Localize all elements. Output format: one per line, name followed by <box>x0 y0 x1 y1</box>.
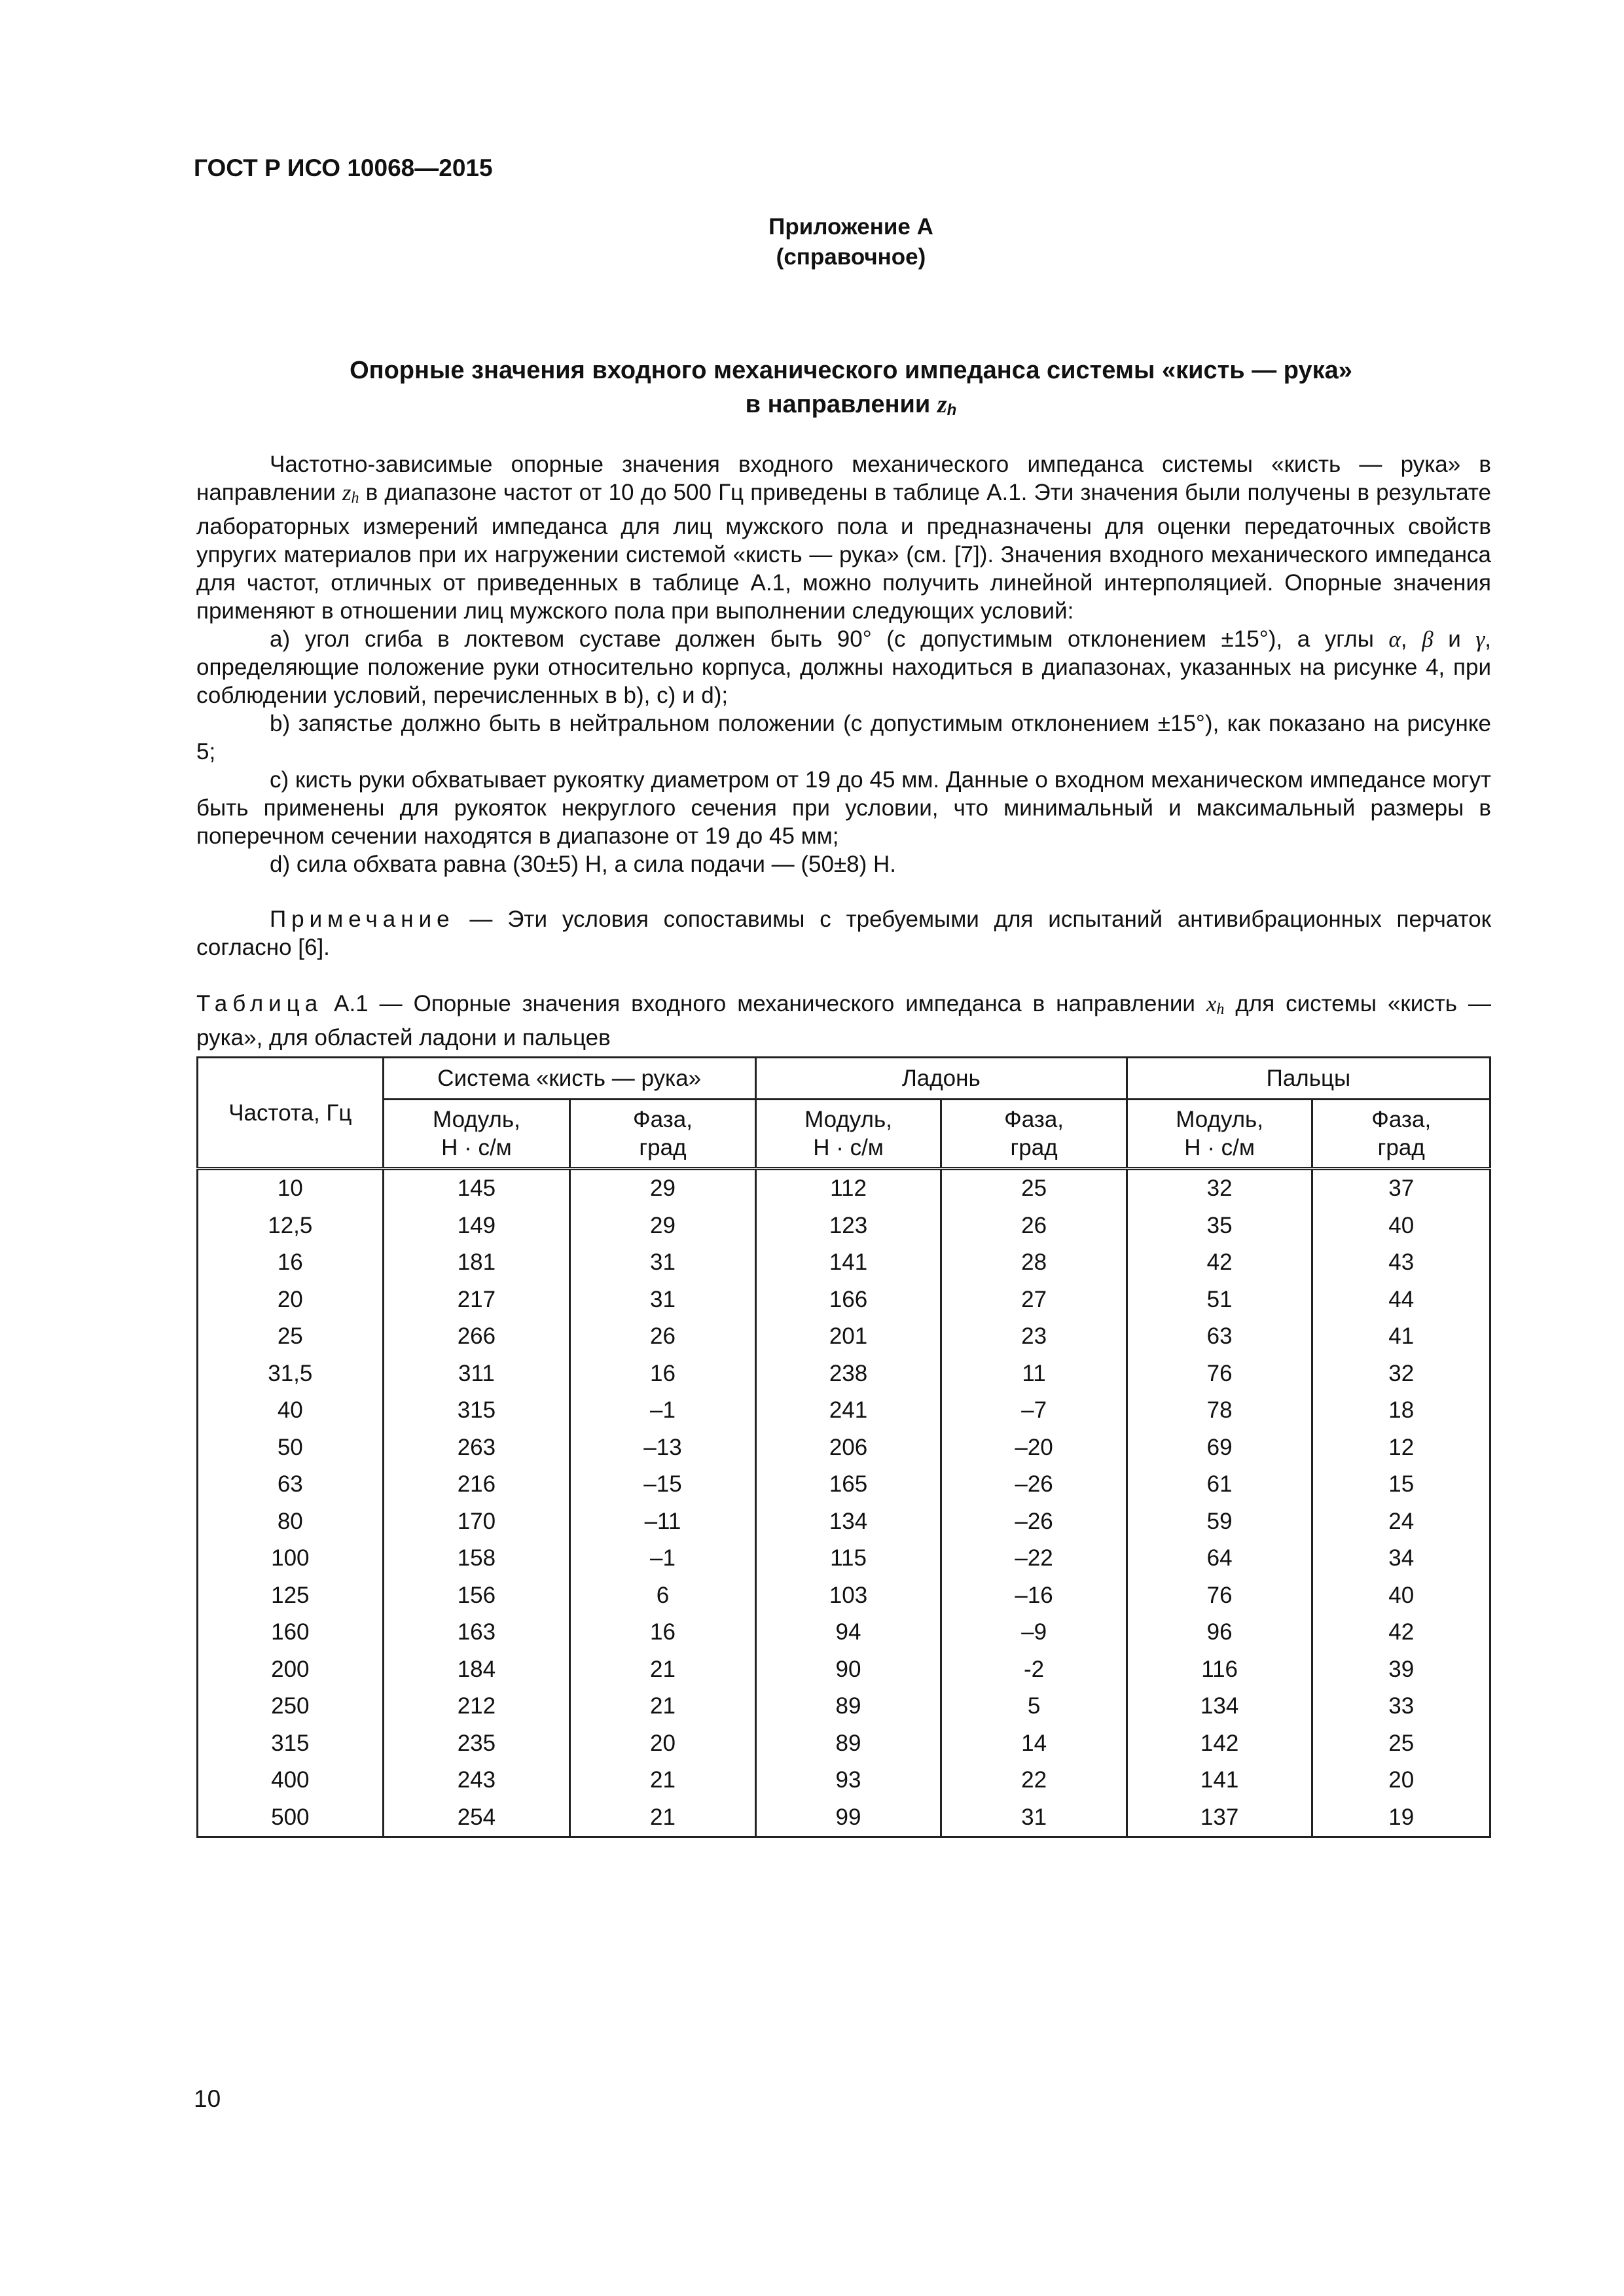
table-row <box>198 1429 1490 1467</box>
table-caption <box>196 990 1491 1052</box>
value-cell: 40 <box>1312 1208 1490 1245</box>
value-cell: 64 <box>1127 1540 1312 1577</box>
value-cell: 89 <box>755 1688 941 1725</box>
value-cell: 63 <box>1127 1318 1312 1355</box>
value-cell: 315 <box>383 1392 570 1429</box>
frequency-cell: 400 <box>198 1762 384 1799</box>
value-cell: 32 <box>1127 1169 1312 1208</box>
value-cell: 112 <box>755 1169 941 1208</box>
value-cell: 15 <box>1312 1466 1490 1503</box>
value-cell: 142 <box>1127 1725 1312 1763</box>
value-cell: –7 <box>941 1392 1127 1429</box>
frequency-cell: 100 <box>198 1540 384 1577</box>
value-cell: 31 <box>941 1799 1127 1837</box>
value-cell: 20 <box>1312 1762 1490 1799</box>
condition-a-and: и <box>1433 626 1476 652</box>
value-cell: 184 <box>383 1651 570 1689</box>
value-cell: 156 <box>383 1577 570 1615</box>
frequency-cell: 200 <box>198 1651 384 1689</box>
intro-symbol: z <box>342 480 352 505</box>
value-cell: 39 <box>1312 1651 1490 1689</box>
appendix-heading <box>196 212 1506 272</box>
value-cell: 212 <box>383 1688 570 1725</box>
value-cell: 238 <box>755 1355 941 1393</box>
value-cell: 18 <box>1312 1392 1490 1429</box>
condition-a <box>196 625 1491 709</box>
value-cell: 243 <box>383 1762 570 1799</box>
value-cell: 141 <box>1127 1762 1312 1799</box>
title-line-2-text: в направлении <box>745 391 937 418</box>
phase-header: Фаза, град <box>1312 1100 1490 1169</box>
frequency-cell: 250 <box>198 1688 384 1725</box>
table-row <box>198 1392 1490 1429</box>
value-cell: 12 <box>1312 1429 1490 1467</box>
value-cell: 31 <box>570 1282 756 1319</box>
frequency-cell: 25 <box>198 1318 384 1355</box>
frequency-cell: 40 <box>198 1392 384 1429</box>
beta-symbol: β <box>1422 626 1434 652</box>
value-cell: 137 <box>1127 1799 1312 1837</box>
modulus-header: Модуль, Н · с/м <box>383 1100 570 1169</box>
note-label: Примечание <box>270 906 455 932</box>
table-row <box>198 1540 1490 1577</box>
table-row <box>198 1614 1490 1651</box>
value-cell: -2 <box>941 1651 1127 1689</box>
table-caption-symbol: x <box>1206 991 1217 1016</box>
condition-c: c) кисть руки обхватывает рукоятку диаметром от 19 до 45 мм. Данные о входном механическом импедансе могут быть применены для рукояток некруглого сечения при условии, что минимальный и максимальный размеры в поперечном сечении находятся в диапазоне от 19 до 45 мм; <box>196 767 1491 849</box>
value-cell: 165 <box>755 1466 941 1503</box>
value-cell: 93 <box>755 1762 941 1799</box>
value-cell: 43 <box>1312 1244 1490 1282</box>
frequency-cell: 63 <box>198 1466 384 1503</box>
value-cell: 24 <box>1312 1503 1490 1541</box>
value-cell: 170 <box>383 1503 570 1541</box>
value-cell: 14 <box>941 1725 1127 1763</box>
group-header-palm: Ладонь <box>755 1058 1127 1100</box>
frequency-cell: 16 <box>198 1244 384 1282</box>
value-cell: 21 <box>570 1799 756 1837</box>
value-cell: 21 <box>570 1688 756 1725</box>
value-cell: 206 <box>755 1429 941 1467</box>
table-caption-label: Таблица <box>196 991 323 1016</box>
table-row <box>198 1688 1490 1725</box>
condition-b: b) запястье должно быть в нейтральном положении (с допустимым отклонением ±15°), как показано на рисунке 5; <box>196 711 1491 764</box>
value-cell: –26 <box>941 1466 1127 1503</box>
value-cell: 27 <box>941 1282 1127 1319</box>
value-cell: 166 <box>755 1282 941 1319</box>
value-cell: 103 <box>755 1577 941 1615</box>
value-cell: 29 <box>570 1208 756 1245</box>
value-cell: 158 <box>383 1540 570 1577</box>
value-cell: 25 <box>941 1169 1127 1208</box>
table-caption-text-b: для системы «кисть — рука», для областей ладони и пальцев <box>196 991 1491 1050</box>
title-line-1: Опорные значения входного механического импеданса системы «кисть — рука» <box>350 357 1352 384</box>
value-cell: 33 <box>1312 1688 1490 1725</box>
value-cell: –20 <box>941 1429 1127 1467</box>
body-text <box>196 450 1491 878</box>
frequency-cell: 12,5 <box>198 1208 384 1245</box>
value-cell: 216 <box>383 1466 570 1503</box>
value-cell: 115 <box>755 1540 941 1577</box>
value-cell: 29 <box>570 1169 756 1208</box>
value-cell: 44 <box>1312 1282 1490 1319</box>
value-cell: 28 <box>941 1244 1127 1282</box>
value-cell: 35 <box>1127 1208 1312 1245</box>
value-cell: 40 <box>1312 1577 1490 1615</box>
table-row <box>198 1725 1490 1763</box>
intro-text-b: в диапазоне частот от 10 до 500 Гц приведены в таблице А.1. Эти значения были получены в результате лабораторных измерений импеданса для лиц мужского пола и предназначены для оценки передаточных свойств упругих материалов при их нагружении системой «кисть — рука» (см. [7]). Значения входного механического импеданса для частот, отличных от приведенных в таблице А.1, можно получить линейной интерполяцией. Опорные значения применяют в отношении лиц мужского пола при выполнении следующих условий: <box>196 480 1491 624</box>
frequency-cell: 80 <box>198 1503 384 1541</box>
group-header-fingers: Пальцы <box>1127 1058 1490 1100</box>
note-text: — Эти условия сопоставимы с требуемыми для испытаний антивибрационных перчаток согласно [6]. <box>196 906 1491 960</box>
value-cell: –15 <box>570 1466 756 1503</box>
value-cell: 26 <box>941 1208 1127 1245</box>
table-row <box>198 1355 1490 1393</box>
value-cell: 61 <box>1127 1466 1312 1503</box>
table-caption-symbol-subscript: h <box>1216 1001 1225 1018</box>
alpha-symbol: α <box>1388 626 1401 652</box>
table-row <box>198 1799 1490 1837</box>
value-cell: 23 <box>941 1318 1127 1355</box>
title-line-2 <box>196 387 1506 427</box>
intro-symbol-subscript: h <box>351 490 359 507</box>
condition-a-text-1: a) угол сгиба в локтевом суставе должен быть 90° (с допустимым отклонением ±15°), а углы <box>270 626 1389 652</box>
value-cell: 141 <box>755 1244 941 1282</box>
value-cell: 21 <box>570 1762 756 1799</box>
appendix-type: (справочное) <box>776 244 926 270</box>
value-cell: 181 <box>383 1244 570 1282</box>
title-symbol-subscript: h <box>947 401 957 419</box>
value-cell: 235 <box>383 1725 570 1763</box>
table-row <box>198 1208 1490 1245</box>
value-cell: –16 <box>941 1577 1127 1615</box>
section-title <box>196 353 1506 427</box>
condition-d: d) сила обхвата равна (30±5) Н, а сила подачи — (50±8) Н. <box>270 852 896 877</box>
condition-a-text-2: , определяющие положение руки относительно корпуса, должны находиться в диапазонах, указанных на рисунке 4, при соблюдении условий, перечисленных в b), c) и d); <box>196 626 1492 708</box>
frequency-cell: 31,5 <box>198 1355 384 1393</box>
value-cell: 89 <box>755 1725 941 1763</box>
note <box>196 905 1491 961</box>
table-caption-text-a: А.1 — Опорные значения входного механического импеданса в направлении <box>323 991 1206 1016</box>
value-cell: –11 <box>570 1503 756 1541</box>
table-row <box>198 1503 1490 1541</box>
value-cell: 94 <box>755 1614 941 1651</box>
gamma-symbol: γ <box>1475 626 1485 652</box>
value-cell: 37 <box>1312 1169 1490 1208</box>
value-cell: 42 <box>1312 1614 1490 1651</box>
value-cell: –13 <box>570 1429 756 1467</box>
value-cell: 134 <box>755 1503 941 1541</box>
value-cell: 59 <box>1127 1503 1312 1541</box>
value-cell: 42 <box>1127 1244 1312 1282</box>
frequency-cell: 10 <box>198 1169 384 1208</box>
table-row <box>198 1244 1490 1282</box>
value-cell: 311 <box>383 1355 570 1393</box>
value-cell: 16 <box>570 1614 756 1651</box>
value-cell: 201 <box>755 1318 941 1355</box>
table-row <box>198 1577 1490 1615</box>
page-number: 10 <box>194 2085 221 2112</box>
frequency-cell: 20 <box>198 1282 384 1319</box>
appendix-name: Приложение А <box>768 214 933 240</box>
table-row <box>198 1466 1490 1503</box>
value-cell: 90 <box>755 1651 941 1689</box>
value-cell: 217 <box>383 1282 570 1319</box>
intro-text-a: Частотно-зависимые опорные значения входного механического импеданса системы «кисть — рука» в направлении <box>196 452 1491 505</box>
value-cell: 6 <box>570 1577 756 1615</box>
value-cell: 96 <box>1127 1614 1312 1651</box>
value-cell: 22 <box>941 1762 1127 1799</box>
value-cell: –22 <box>941 1540 1127 1577</box>
value-cell: 34 <box>1312 1540 1490 1577</box>
value-cell: 241 <box>755 1392 941 1429</box>
modulus-header: Модуль, Н · с/м <box>755 1100 941 1169</box>
intro-paragraph <box>196 450 1491 625</box>
value-cell: 41 <box>1312 1318 1490 1355</box>
title-symbol: z <box>937 391 947 418</box>
value-cell: 163 <box>383 1614 570 1651</box>
value-cell: 25 <box>1312 1725 1490 1763</box>
phase-header: Фаза, град <box>570 1100 756 1169</box>
table-row <box>198 1169 1490 1208</box>
value-cell: 20 <box>570 1725 756 1763</box>
value-cell: 31 <box>570 1244 756 1282</box>
value-cell: 123 <box>755 1208 941 1245</box>
value-cell: –9 <box>941 1614 1127 1651</box>
value-cell: 76 <box>1127 1577 1312 1615</box>
frequency-cell: 160 <box>198 1614 384 1651</box>
condition-a-comma: , <box>1400 626 1422 652</box>
value-cell: –1 <box>570 1392 756 1429</box>
group-header-hand-arm: Система «кисть — рука» <box>383 1058 755 1100</box>
note-paragraph <box>196 905 1491 961</box>
document-header: ГОСТ Р ИСО 10068—2015 <box>194 154 493 181</box>
value-cell: 134 <box>1127 1688 1312 1725</box>
value-cell: 5 <box>941 1688 1127 1725</box>
table-row <box>198 1282 1490 1319</box>
value-cell: 263 <box>383 1429 570 1467</box>
value-cell: 254 <box>383 1799 570 1837</box>
value-cell: 145 <box>383 1169 570 1208</box>
frequency-header: Частота, Гц <box>198 1058 384 1169</box>
value-cell: 51 <box>1127 1282 1312 1319</box>
value-cell: 76 <box>1127 1355 1312 1393</box>
value-cell: 266 <box>383 1318 570 1355</box>
value-cell: 116 <box>1127 1651 1312 1689</box>
frequency-cell: 50 <box>198 1429 384 1467</box>
value-cell: 69 <box>1127 1429 1312 1467</box>
value-cell: –1 <box>570 1540 756 1577</box>
value-cell: 19 <box>1312 1799 1490 1837</box>
frequency-cell: 315 <box>198 1725 384 1763</box>
table-row <box>198 1762 1490 1799</box>
table-row <box>198 1318 1490 1355</box>
table-row <box>198 1651 1490 1689</box>
modulus-header: Модуль, Н · с/м <box>1127 1100 1312 1169</box>
value-cell: 78 <box>1127 1392 1312 1429</box>
value-cell: –26 <box>941 1503 1127 1541</box>
frequency-cell: 125 <box>198 1577 384 1615</box>
value-cell: 149 <box>383 1208 570 1245</box>
frequency-cell: 500 <box>198 1799 384 1837</box>
value-cell: 21 <box>570 1651 756 1689</box>
value-cell: 16 <box>570 1355 756 1393</box>
value-cell: 26 <box>570 1318 756 1355</box>
value-cell: 32 <box>1312 1355 1490 1393</box>
impedance-table <box>196 1056 1491 1838</box>
value-cell: 11 <box>941 1355 1127 1393</box>
value-cell: 99 <box>755 1799 941 1837</box>
phase-header: Фаза, град <box>941 1100 1127 1169</box>
